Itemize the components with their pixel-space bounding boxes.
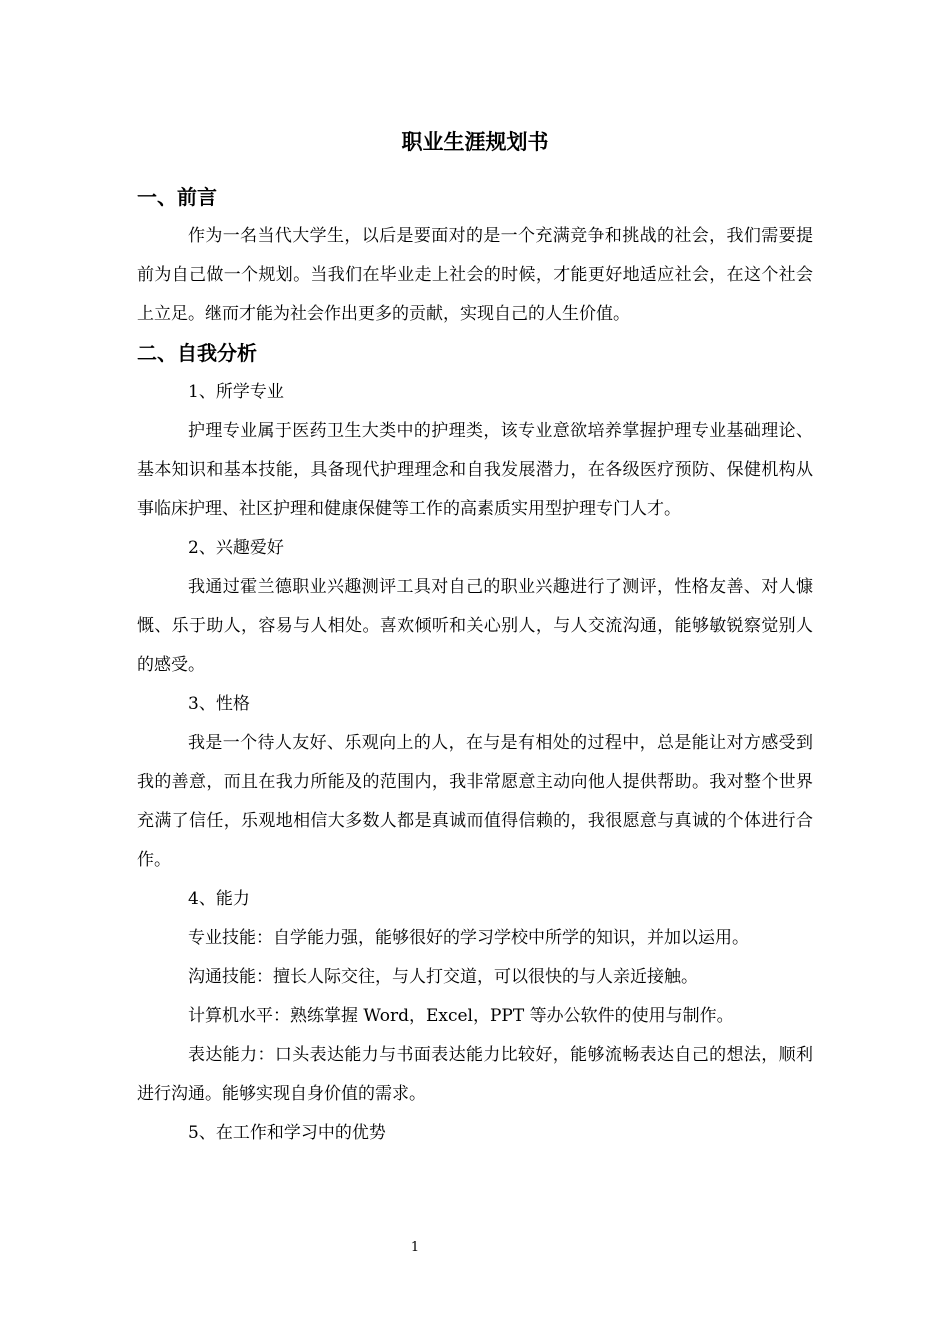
major-paragraph: 护理专业属于医药卫生大类中的护理类，该专业意欲培养掌握护理专业基础理论、基本知识和基本技能，具备现代护理理念和自我发展潜力，在各级医疗预防、保健机构从事临床护理、社区护理和健康保健等工作的高素质实用型护理专门人才。 (137, 421, 813, 519)
ability-computer: 计算机水平：熟练掌握 Word，Excel，PPT 等办公软件的使用与制作。 (188, 1006, 734, 1026)
page-number: 1 (410, 1240, 420, 1255)
document-body (137, 178, 813, 1153)
section-heading-preface: 一、前言 (137, 185, 217, 209)
ability-communication: 沟通技能：擅长人际交往，与人打交道，可以很快的与人亲近接触。 (188, 967, 698, 987)
document-title: 职业生涯规划书 (401, 129, 549, 154)
section-heading-self-analysis: 二、自我分析 (137, 341, 257, 365)
ability-professional: 专业技能：自学能力强，能够很好的学习学校中所学的知识，并加以运用。 (188, 928, 749, 948)
subheading-interests: 2、兴趣爱好 (188, 538, 284, 558)
subheading-major: 1、所学专业 (188, 382, 284, 402)
subheading-advantages: 5、在工作和学习中的优势 (188, 1123, 386, 1143)
subheading-abilities: 4、能力 (188, 889, 250, 909)
subheading-personality: 3、性格 (188, 694, 250, 714)
interests-paragraph: 我通过霍兰德职业兴趣测评工具对自己的职业兴趣进行了测评，性格友善、对人慷慨、乐于助人，容易与人相处。喜欢倾听和关心别人，与人交流沟通，能够敏锐察觉别人的感受。 (137, 577, 813, 675)
preface-paragraph: 作为一名当代大学生，以后是要面对的是一个充满竞争和挑战的社会，我们需要提前为自己做一个规划。当我们在毕业走上社会的时候，才能更好地适应社会，在这个社会上立足。继而才能为社会作出更多的贡献，实现自己的人生价值。 (137, 226, 813, 324)
ability-expression: 表达能力：口头表达能力与书面表达能力比较好，能够流畅表达自己的想法，顺利进行沟通。能够实现自身价值的需求。 (137, 1045, 813, 1104)
personality-paragraph: 我是一个待人友好、乐观向上的人，在与是有相处的过程中，总是能让对方感受到我的善意，而且在我力所能及的范围内，我非常愿意主动向他人提供帮助。我对整个世界充满了信任，乐观地相信大多数人都是真诚而值得信赖的，我很愿意与真诚的个体进行合作。 (137, 733, 813, 870)
